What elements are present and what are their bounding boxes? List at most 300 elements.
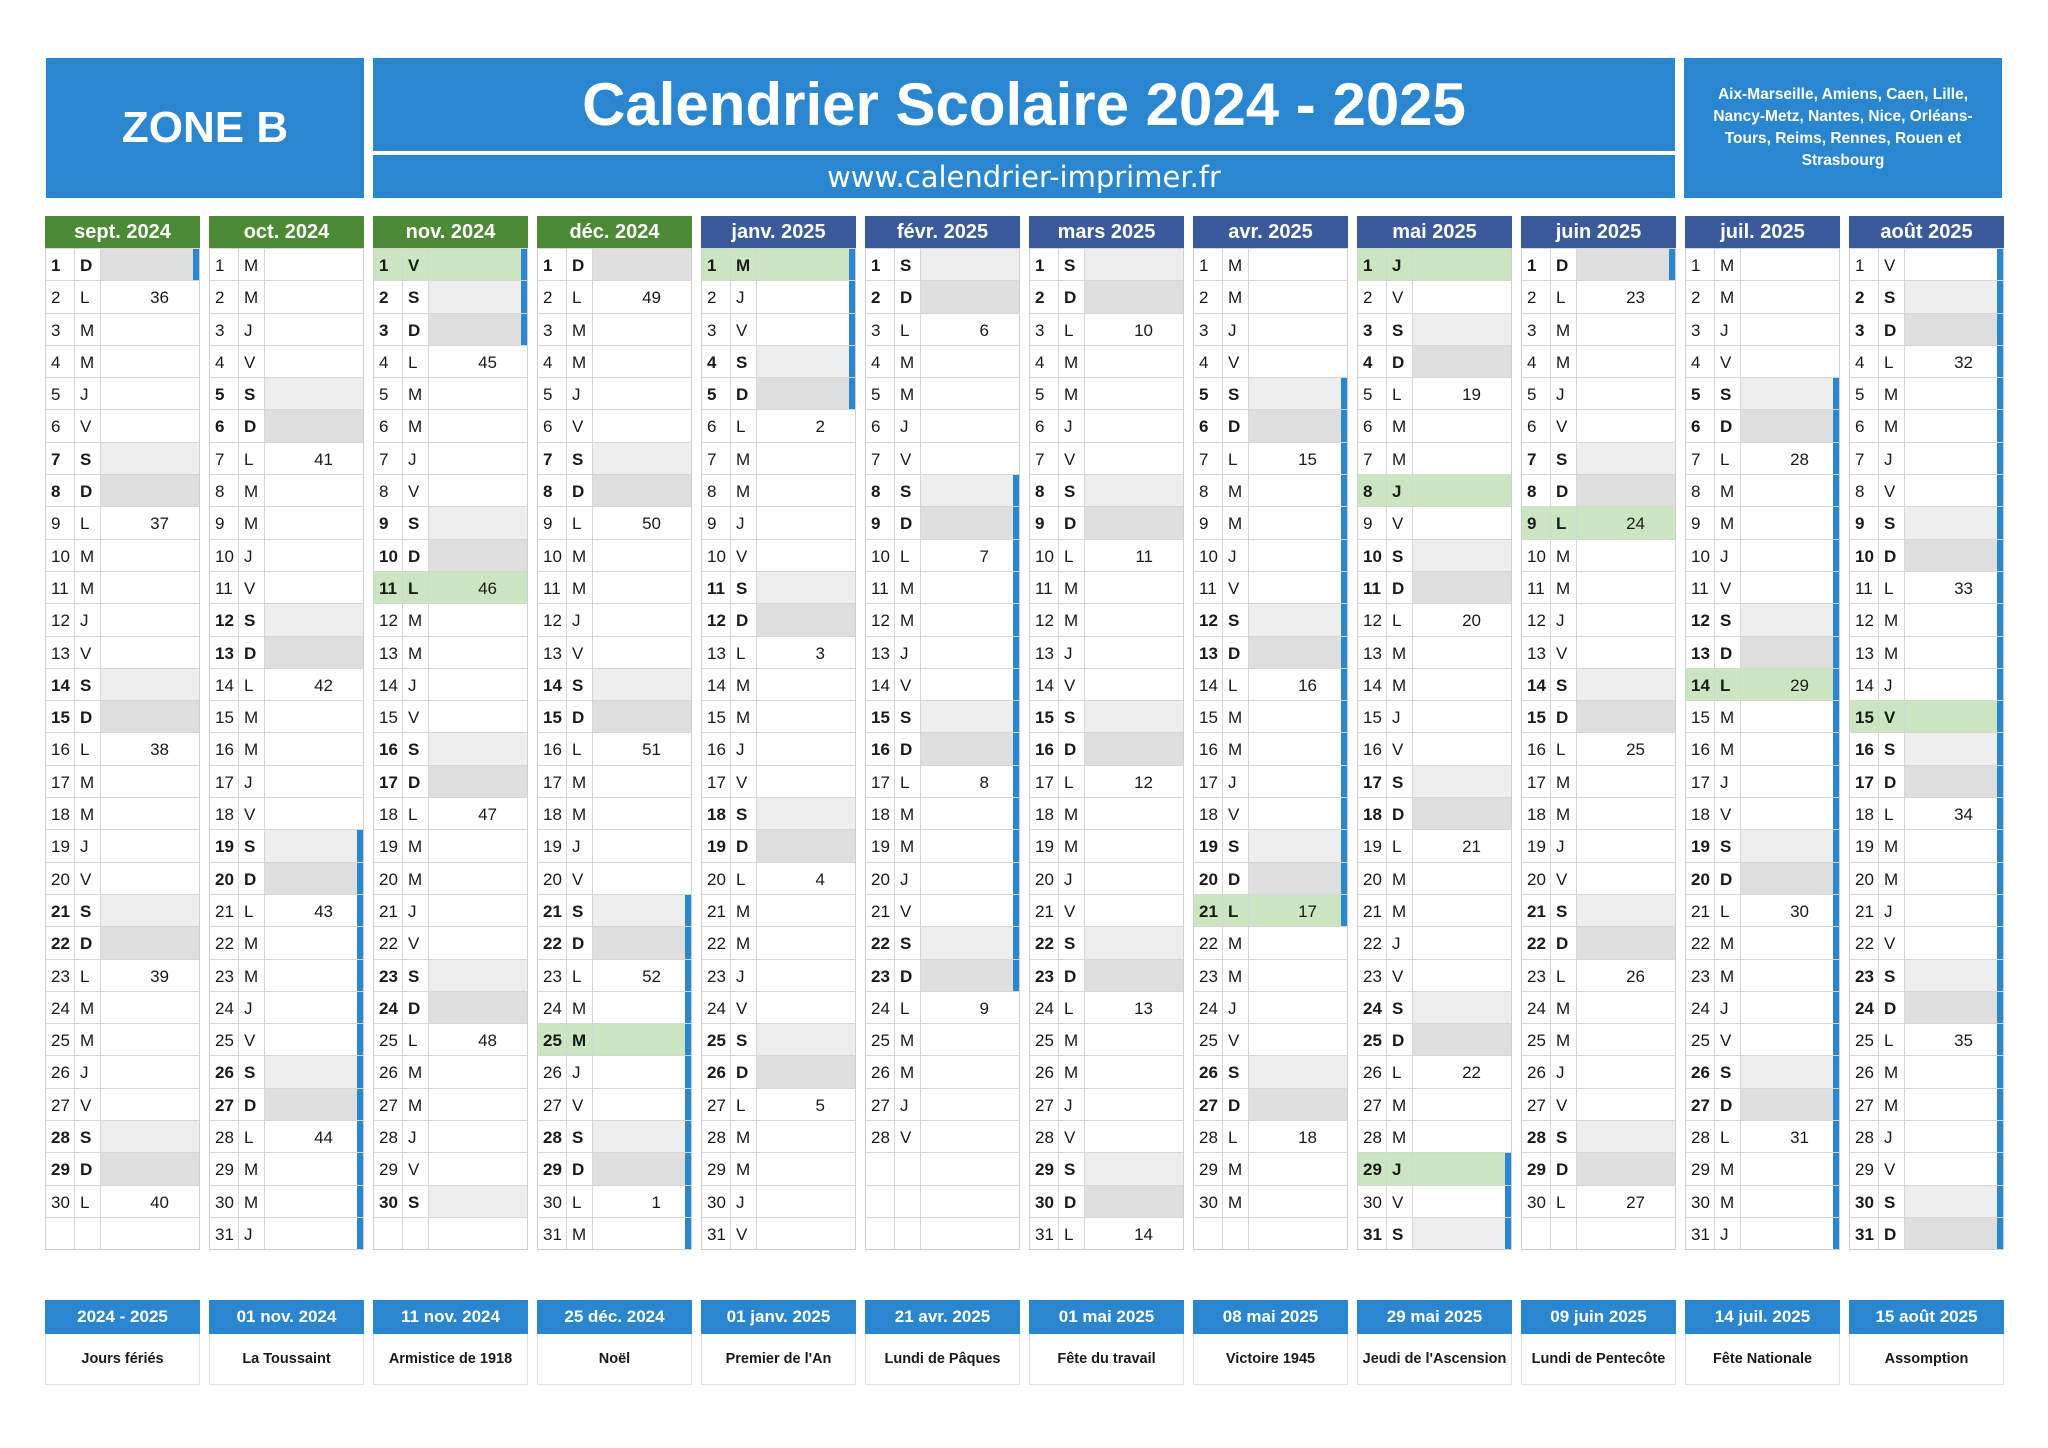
- day-letter: D: [1392, 352, 1405, 372]
- day-number: 8: [1363, 482, 1373, 502]
- day-letter: M: [1064, 1031, 1079, 1051]
- day-number: 10: [1855, 546, 1874, 566]
- day-letter: M: [80, 546, 95, 566]
- day-number: 21: [543, 901, 562, 921]
- day-letter: V: [244, 805, 256, 825]
- day-letter: S: [80, 1128, 92, 1148]
- day-number: 27: [1035, 1095, 1054, 1115]
- day-letter: L: [1720, 1128, 1730, 1148]
- vacation-marker: [1997, 1153, 2003, 1184]
- day-row: [866, 1023, 1019, 1055]
- day-number: 4: [1855, 352, 1865, 372]
- day-letter: M: [1392, 449, 1407, 469]
- week-number: 12: [1134, 772, 1153, 792]
- day-number: 10: [871, 546, 890, 566]
- day-letter: L: [572, 966, 582, 986]
- day-letter: M: [1228, 1160, 1243, 1180]
- day-row: [1522, 1023, 1675, 1055]
- vacation-marker: [357, 895, 363, 926]
- day-letter: M: [900, 578, 915, 598]
- day-letter: D: [1228, 1095, 1241, 1115]
- month-column: [1521, 216, 1676, 1250]
- day-row: [1194, 409, 1347, 441]
- day-row: [46, 926, 199, 958]
- day-row: [1030, 732, 1183, 764]
- day-row: [210, 829, 363, 861]
- site-url[interactable]: www.calendrier-imprimer.fr: [373, 155, 1675, 198]
- day-letter: M: [736, 482, 751, 502]
- day-row: [702, 1152, 855, 1184]
- day-row: [374, 248, 527, 280]
- month-header: déc. 2024: [537, 216, 692, 248]
- day-letter: L: [80, 1192, 90, 1212]
- day-number: 12: [1691, 611, 1710, 631]
- day-letter: S: [244, 837, 256, 857]
- day-number: 4: [871, 352, 881, 372]
- holiday-date: 11 nov. 2024: [373, 1300, 528, 1334]
- day-letter: M: [1720, 1160, 1735, 1180]
- day-row: [1030, 1152, 1183, 1184]
- day-letter: M: [1228, 256, 1243, 275]
- month-header: mai 2025: [1357, 216, 1512, 248]
- day-row: [1358, 668, 1511, 700]
- vacation-marker: [685, 1186, 691, 1217]
- day-number: 31: [707, 1224, 726, 1244]
- day-row: [1686, 926, 1839, 958]
- day-row: [702, 991, 855, 1023]
- day-row: [374, 765, 527, 797]
- day-number: 9: [543, 514, 553, 534]
- day-number: 24: [215, 998, 234, 1018]
- day-number: 16: [1363, 740, 1382, 760]
- day-letter: M: [1720, 740, 1735, 760]
- day-number: 11: [707, 578, 725, 598]
- day-row: [1850, 474, 2003, 506]
- vacation-marker: [1669, 249, 1675, 280]
- day-number: 9: [1855, 514, 1865, 534]
- day-row: [374, 829, 527, 861]
- day-number: 3: [707, 320, 717, 340]
- holiday-date: 01 janv. 2025: [701, 1300, 856, 1334]
- vacation-marker: [849, 314, 855, 345]
- day-row: [1686, 797, 1839, 829]
- day-number: 19: [707, 837, 726, 857]
- day-row: [1686, 668, 1839, 700]
- day-letter: M: [736, 1160, 751, 1180]
- day-row: [702, 1088, 855, 1120]
- day-letter: D: [572, 934, 585, 954]
- day-number: 22: [1035, 934, 1054, 954]
- holiday-cell: [865, 1300, 1020, 1385]
- day-row: [46, 1152, 199, 1184]
- vacation-marker: [1341, 895, 1347, 926]
- day-number: 20: [379, 869, 398, 889]
- vacation-marker: [1833, 1024, 1839, 1055]
- day-row: [1522, 926, 1675, 958]
- day-row: [1194, 636, 1347, 668]
- day-number: 26: [707, 1063, 726, 1083]
- day-letter: M: [408, 417, 423, 437]
- day-number: 19: [51, 837, 70, 857]
- day-number: 22: [1855, 934, 1874, 954]
- day-letter: D: [244, 1095, 257, 1115]
- day-row: [538, 506, 691, 538]
- day-row: [1194, 474, 1347, 506]
- day-number: 6: [1691, 417, 1701, 437]
- day-row: [866, 991, 1019, 1023]
- day-letter: M: [1228, 288, 1243, 308]
- day-row: [1030, 506, 1183, 538]
- day-letter: S: [1064, 934, 1076, 954]
- day-number: 8: [51, 482, 61, 502]
- day-row: [46, 539, 199, 571]
- vacation-marker: [1013, 733, 1019, 764]
- day-row: [538, 732, 691, 764]
- day-number: 13: [1199, 643, 1218, 663]
- day-number: 5: [379, 385, 389, 405]
- day-row: [1522, 636, 1675, 668]
- day-number: 14: [1855, 675, 1874, 695]
- day-row: [374, 377, 527, 409]
- day-row: [1358, 506, 1511, 538]
- day-row: [374, 571, 527, 603]
- holiday-date: 29 mai 2025: [1357, 1300, 1512, 1334]
- day-number: 28: [1035, 1128, 1054, 1148]
- day-number: 4: [543, 352, 553, 372]
- day-row: [1358, 862, 1511, 894]
- day-row: [702, 765, 855, 797]
- day-letter: M: [80, 772, 95, 792]
- day-number: 15: [1527, 708, 1546, 728]
- day-number: 21: [215, 901, 234, 921]
- day-number: 13: [543, 643, 562, 663]
- vacation-marker: [1997, 1089, 2003, 1120]
- day-letter: M: [408, 643, 423, 663]
- month-column: [45, 216, 200, 1250]
- day-number: 17: [1855, 772, 1874, 792]
- day-row: [1686, 1088, 1839, 1120]
- day-row: [866, 926, 1019, 958]
- day-row: [1194, 1023, 1347, 1055]
- day-letter: D: [900, 966, 913, 986]
- day-letter: S: [1556, 675, 1568, 695]
- day-letter: L: [736, 643, 746, 663]
- day-letter: L: [900, 320, 910, 340]
- month-column: [1193, 216, 1348, 1250]
- day-row: [702, 668, 855, 700]
- week-number: 36: [150, 288, 169, 308]
- day-letter: V: [408, 708, 420, 728]
- day-number: 18: [1363, 805, 1382, 825]
- day-letter: D: [1884, 1224, 1897, 1244]
- month-column: [1357, 216, 1512, 1250]
- day-row: [1030, 1217, 1183, 1249]
- day-row: [1850, 894, 2003, 926]
- day-letter: S: [900, 934, 912, 954]
- week-number: 10: [1134, 320, 1153, 340]
- day-letter: M: [1392, 1128, 1407, 1148]
- day-number: 28: [1691, 1128, 1710, 1148]
- vacation-marker: [1013, 637, 1019, 668]
- day-row: [1850, 991, 2003, 1023]
- day-letter: M: [408, 385, 423, 405]
- day-number: 24: [1691, 998, 1710, 1018]
- day-row: [702, 732, 855, 764]
- day-letter: D: [900, 740, 913, 760]
- day-number: 23: [215, 966, 234, 986]
- day-letter: L: [1720, 675, 1731, 695]
- day-letter: M: [1556, 998, 1571, 1018]
- day-row: [538, 668, 691, 700]
- day-row: [1030, 1120, 1183, 1152]
- day-number: 2: [871, 288, 881, 308]
- day-row: [1686, 506, 1839, 538]
- day-number: 18: [543, 805, 562, 825]
- day-row: [866, 442, 1019, 474]
- day-letter: V: [80, 417, 92, 437]
- day-letter: M: [408, 1063, 423, 1083]
- day-letter: M: [1392, 675, 1407, 695]
- day-letter: M: [244, 288, 259, 308]
- day-letter: M: [1720, 288, 1735, 308]
- day-row: [1686, 280, 1839, 312]
- day-letter: S: [1228, 1063, 1240, 1083]
- day-letter: M: [80, 578, 95, 598]
- day-number: 24: [707, 998, 726, 1018]
- day-letter: M: [1392, 417, 1407, 437]
- day-row: [1358, 959, 1511, 991]
- day-number: 20: [871, 869, 890, 889]
- day-number: 5: [1035, 385, 1045, 405]
- vacation-marker: [1833, 992, 1839, 1023]
- day-row: [1522, 313, 1675, 345]
- day-number: 29: [1363, 1160, 1382, 1180]
- day-letter: M: [900, 837, 915, 857]
- day-letter: V: [1392, 966, 1404, 986]
- day-row: [538, 1185, 691, 1217]
- day-row: [1194, 603, 1347, 635]
- week-number: 40: [150, 1192, 169, 1212]
- day-letter: D: [900, 288, 913, 308]
- day-row: [866, 636, 1019, 668]
- day-row: [702, 959, 855, 991]
- day-row: [1686, 474, 1839, 506]
- day-row: [1358, 732, 1511, 764]
- day-letter: M: [80, 320, 95, 340]
- day-letter: L: [1884, 805, 1894, 825]
- day-number: 26: [1855, 1063, 1874, 1083]
- day-letter: J: [1064, 643, 1073, 663]
- day-row: [1030, 926, 1183, 958]
- day-letter: D: [736, 837, 749, 857]
- day-letter: L: [408, 805, 418, 825]
- day-number: 23: [379, 966, 398, 986]
- day-row: [1850, 1055, 2003, 1087]
- day-number: 14: [1363, 675, 1382, 695]
- holiday-date: 08 mai 2025: [1193, 1300, 1348, 1334]
- day-number: 15: [51, 708, 70, 728]
- day-letter: M: [900, 1063, 915, 1083]
- week-number: 32: [1954, 352, 1973, 372]
- day-number: 27: [871, 1095, 890, 1115]
- day-row: [1358, 765, 1511, 797]
- month-header: sept. 2024: [45, 216, 200, 248]
- day-letter: L: [244, 1128, 254, 1148]
- day-number: 12: [51, 611, 70, 631]
- day-number: 28: [1527, 1128, 1546, 1148]
- day-number: 23: [871, 966, 890, 986]
- vacation-marker: [1013, 766, 1019, 797]
- day-number: 27: [707, 1095, 726, 1115]
- day-row: [210, 862, 363, 894]
- day-row: [702, 409, 855, 441]
- day-row: [702, 248, 855, 280]
- day-letter: L: [408, 352, 418, 372]
- day-row: [1030, 474, 1183, 506]
- day-letter: S: [572, 449, 584, 469]
- day-row: [1030, 1185, 1183, 1217]
- day-row: [1194, 571, 1347, 603]
- day-row: [866, 732, 1019, 764]
- day-row: [1030, 248, 1183, 280]
- day-number: 19: [379, 837, 398, 857]
- day-row: [46, 603, 199, 635]
- day-row: [1194, 506, 1347, 538]
- day-row: [374, 991, 527, 1023]
- day-number: 24: [1527, 998, 1546, 1018]
- day-letter: S: [1720, 837, 1732, 857]
- day-letter: S: [736, 1031, 748, 1051]
- day-number: 28: [871, 1128, 890, 1148]
- holiday-name: Jeudi de l'Ascension: [1357, 1334, 1512, 1385]
- day-number: 8: [1199, 482, 1209, 502]
- day-row: [46, 1023, 199, 1055]
- day-row: [210, 409, 363, 441]
- week-number: 52: [642, 966, 661, 986]
- day-number: 14: [51, 675, 70, 695]
- day-number: 25: [51, 1031, 70, 1051]
- day-letter: L: [1064, 320, 1074, 340]
- vacation-marker: [521, 314, 527, 345]
- day-row: [46, 571, 199, 603]
- day-row: [46, 442, 199, 474]
- day-row: [1358, 1055, 1511, 1087]
- day-letter: S: [1884, 1192, 1896, 1212]
- day-number: 15: [1199, 708, 1218, 728]
- day-letter: J: [1228, 546, 1237, 566]
- vacation-marker: [1997, 830, 2003, 861]
- vacation-marker: [1997, 378, 2003, 409]
- day-letter: S: [1884, 966, 1896, 986]
- day-row: [46, 765, 199, 797]
- day-row: [1850, 765, 2003, 797]
- vacation-marker: [1997, 604, 2003, 635]
- vacation-marker: [1833, 410, 1839, 441]
- holiday-date: 14 juil. 2025: [1685, 1300, 1840, 1334]
- day-letter: D: [80, 256, 93, 275]
- day-letter: S: [1392, 772, 1404, 792]
- vacation-marker: [1997, 1218, 2003, 1249]
- vacation-marker: [521, 281, 527, 312]
- day-letter: L: [1228, 901, 1239, 921]
- day-letter: S: [572, 901, 584, 921]
- day-row: [374, 1185, 527, 1217]
- day-letter: L: [572, 740, 582, 760]
- day-row: [46, 506, 199, 538]
- day-row: [374, 409, 527, 441]
- day-row: [1850, 409, 2003, 441]
- day-row: [1030, 959, 1183, 991]
- day-number: 21: [1363, 901, 1382, 921]
- day-number: 17: [1199, 772, 1218, 792]
- month-header: nov. 2024: [373, 216, 528, 248]
- holiday-name: Jours fériés: [45, 1334, 200, 1385]
- day-number: 28: [1199, 1128, 1218, 1148]
- day-letter: M: [1720, 966, 1735, 986]
- day-letter: D: [1884, 320, 1897, 340]
- day-number: 18: [707, 805, 726, 825]
- day-row: [210, 603, 363, 635]
- week-number: 26: [1626, 966, 1645, 986]
- day-row: [46, 700, 199, 732]
- week-number: 14: [1134, 1224, 1153, 1244]
- day-row: [866, 506, 1019, 538]
- week-number: 42: [314, 675, 333, 695]
- vacation-marker: [1833, 830, 1839, 861]
- day-row: [46, 313, 199, 345]
- day-row: [46, 1055, 199, 1087]
- day-letter: V: [1064, 901, 1076, 921]
- day-number: 13: [1855, 643, 1874, 663]
- day-number: 15: [1035, 708, 1054, 728]
- day-row: [1850, 862, 2003, 894]
- day-number: 9: [1199, 514, 1209, 534]
- week-number: 9: [979, 998, 989, 1018]
- day-letter: M: [1228, 966, 1243, 986]
- day-letter: J: [408, 1128, 417, 1148]
- vacation-marker: [685, 1024, 691, 1055]
- day-row: [1194, 1088, 1347, 1120]
- day-row: [1030, 765, 1183, 797]
- day-number: 30: [1691, 1192, 1710, 1212]
- day-row: [1850, 313, 2003, 345]
- day-number: 12: [379, 611, 398, 631]
- day-row: [1358, 1217, 1511, 1249]
- holiday-date: 25 déc. 2024: [537, 1300, 692, 1334]
- day-letter: M: [80, 1031, 95, 1051]
- day-letter: J: [408, 449, 417, 469]
- day-number: 12: [871, 611, 890, 631]
- vacation-marker: [685, 1089, 691, 1120]
- vacation-marker: [1341, 540, 1347, 571]
- vacation-marker: [1013, 604, 1019, 635]
- day-letter: S: [900, 482, 912, 502]
- vacation-marker: [357, 1089, 363, 1120]
- vacation-marker: [1341, 475, 1347, 506]
- day-row: [1522, 991, 1675, 1023]
- month-column: [1685, 216, 1840, 1250]
- day-letter: D: [244, 869, 257, 889]
- day-row: [1030, 1088, 1183, 1120]
- vacation-marker: [1341, 798, 1347, 829]
- day-row: [210, 1088, 363, 1120]
- day-letter: M: [1884, 611, 1899, 631]
- day-letter: V: [900, 449, 912, 469]
- day-row: [702, 700, 855, 732]
- day-letter: D: [1064, 740, 1077, 760]
- day-number: 24: [1199, 998, 1218, 1018]
- day-number: 31: [1691, 1224, 1710, 1244]
